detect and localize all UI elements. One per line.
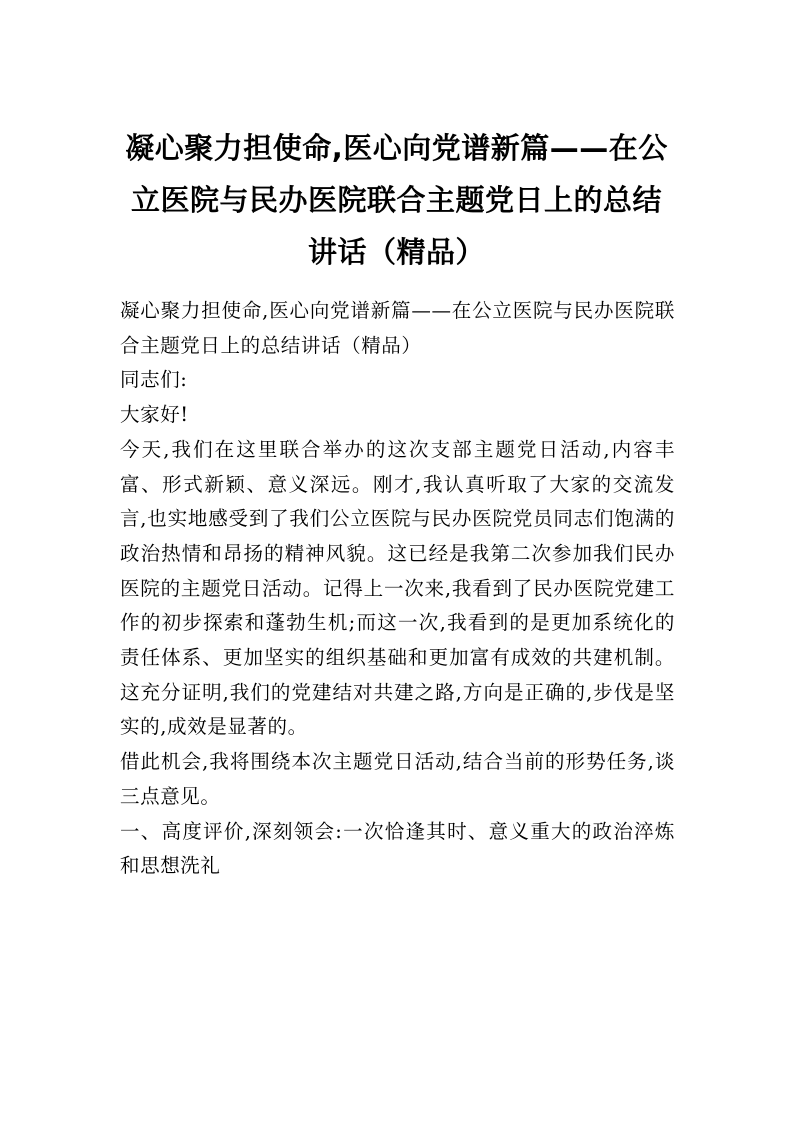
document-body [120, 294, 675, 884]
document-title: 凝心聚力担使命,医心向党谱新篇——在公立医院与民办医院联合主题党日上的总结讲话（精品） [125, 131, 668, 269]
paragraph-salutation: 同志们: [120, 368, 188, 392]
paragraph-intro-points: 借此机会,我将围绕本次主题党日活动,结合当前的形势任务,谈三点意见。 [120, 750, 675, 808]
section-heading-one: 一、高度评价,深刻领会:一次恰逢其时、意义重大的政治淬炼和思想洗礼 [120, 819, 675, 878]
paragraph-subtitle: 凝心聚力担使命,医心向党谱新篇——在公立医院与民办医院联合主题党日上的总结讲话（精品） [120, 299, 675, 357]
paragraph-greeting: 大家好! [120, 403, 189, 427]
paragraph-main: 今天,我们在这里联合举办的这次支部主题党日活动,内容丰富、形式新颖、意义深远。刚才,我认真听取了大家的交流发言,也实地感受到了我们公立医院与民办医院党员同志们饱满的政治热情和昂扬的精神风貌。这已经是我第二次参加我们民办医院的主题党日活动。记得上一次来,我看到了民办医院党建工作的初步探索和蓬勃生机;而这一次,我看到的是更加系统化的责任体系、更加坚实的组织基础和更加富有成效的共建机制。这充分证明,我们的党建结对共建之路,方向是正确的,步伐是坚实的,成效是显著的。 [120, 437, 675, 739]
